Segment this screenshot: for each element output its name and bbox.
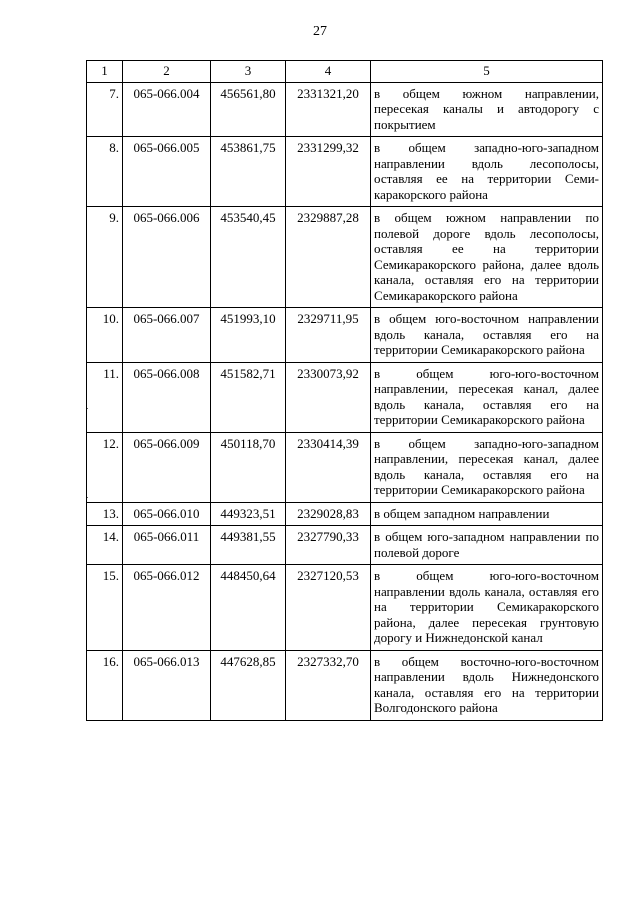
x-coordinate: 450118,70 xyxy=(211,432,286,502)
x-coordinate: 447628,85 xyxy=(211,650,286,720)
y-coordinate: 2329887,28 xyxy=(286,207,371,308)
row-number: 11. xyxy=(87,362,123,432)
table-row xyxy=(87,308,603,363)
table-row xyxy=(87,207,603,308)
direction-description: в общем юго-юго-восточном направлении вдоль канала, оставляя его на территории Семикаракорского района, далее пересекая грунтовую дорогу и Нижнедонской канал xyxy=(371,565,603,651)
y-coordinate: 2331299,32 xyxy=(286,137,371,207)
row-number: 8. xyxy=(87,137,123,207)
table-row xyxy=(87,432,603,502)
direction-description: в общем западном направлении xyxy=(371,502,603,526)
table-row xyxy=(87,137,603,207)
y-coordinate: 2330414,39 xyxy=(286,432,371,502)
y-coordinate: 2329028,83 xyxy=(286,502,371,526)
direction-description: в общем южном направлении, пересекая каналы и автодорогу с покрытием xyxy=(371,82,603,137)
column-header-3: 3 xyxy=(211,61,286,83)
table-row xyxy=(87,82,603,137)
table-row xyxy=(87,526,603,565)
x-coordinate: 453861,75 xyxy=(211,137,286,207)
direction-description: в общем юго-юго-восточном направлении, пересекая канал, далее вдоль канала, оставляя его на территории Семикаракорского района xyxy=(371,362,603,432)
column-header-2: 2 xyxy=(123,61,211,83)
point-id: 065-066.008 xyxy=(123,362,211,432)
direction-description: в общем восточно-юго-восточном направлении вдоль Нижнедонского канала, оставляя его на территории Волгодонского района xyxy=(371,650,603,720)
direction-description: в общем юго-восточном направлении вдоль канала, оставляя его на территории Семикаракорского района xyxy=(371,308,603,363)
point-id: 065-066.010 xyxy=(123,502,211,526)
point-id: 065-066.007 xyxy=(123,308,211,363)
row-number: 12. xyxy=(87,432,123,502)
point-id: 065-066.004 xyxy=(123,82,211,137)
direction-description: в общем западно-юго-западном направлении вдоль лесополосы, оставляя ее на территории Семикаракорского района xyxy=(371,137,603,207)
point-id: 065-066.012 xyxy=(123,565,211,651)
row-number: 13. xyxy=(87,502,123,526)
x-coordinate: 453540,45 xyxy=(211,207,286,308)
direction-description: в общем юго-западном направлении по полевой дороге xyxy=(371,526,603,565)
boundary-points-table xyxy=(86,60,603,721)
row-number: 15. xyxy=(87,565,123,651)
x-coordinate: 451582,71 xyxy=(211,362,286,432)
table-row xyxy=(87,565,603,651)
point-id: 065-066.006 xyxy=(123,207,211,308)
table-row xyxy=(87,362,603,432)
x-coordinate: 448450,64 xyxy=(211,565,286,651)
row-number: 10. xyxy=(87,308,123,363)
point-id: 065-066.011 xyxy=(123,526,211,565)
row-number: 7. xyxy=(87,82,123,137)
point-id: 065-066.005 xyxy=(123,137,211,207)
x-coordinate: 456561,80 xyxy=(211,82,286,137)
x-coordinate: 449381,55 xyxy=(211,526,286,565)
x-coordinate: 451993,10 xyxy=(211,308,286,363)
page-number: 27 xyxy=(313,24,327,39)
y-coordinate: 2327332,70 xyxy=(286,650,371,720)
x-coordinate: 449323,51 xyxy=(211,502,286,526)
row-number: 9. xyxy=(87,207,123,308)
row-number: 14. xyxy=(87,526,123,565)
row-number: 16. xyxy=(87,650,123,720)
point-id: 065-066.013 xyxy=(123,650,211,720)
y-coordinate: 2327120,53 xyxy=(286,565,371,651)
y-coordinate: 2330073,92 xyxy=(286,362,371,432)
point-id: 065-066.009 xyxy=(123,432,211,502)
table-header-row xyxy=(87,61,603,83)
column-header-5: 5 xyxy=(371,61,603,83)
y-coordinate: 2327790,33 xyxy=(286,526,371,565)
table-row xyxy=(87,502,603,526)
table-row xyxy=(87,650,603,720)
column-header-4: 4 xyxy=(286,61,371,83)
direction-description: в общем западно-юго-западном направлении, пересекая канал, далее вдоль канала, оставляя его на территории Семикаракорского района xyxy=(371,432,603,502)
direction-description: в общем южном направлении по полевой дороге вдоль лесополосы, оставляя ее на территории Семикаракорского района, далее вдоль канала, оставляя его на территории Семикаракорского района xyxy=(371,207,603,308)
y-coordinate: 2329711,95 xyxy=(286,308,371,363)
y-coordinate: 2331321,20 xyxy=(286,82,371,137)
column-header-1: 1 xyxy=(87,61,123,83)
